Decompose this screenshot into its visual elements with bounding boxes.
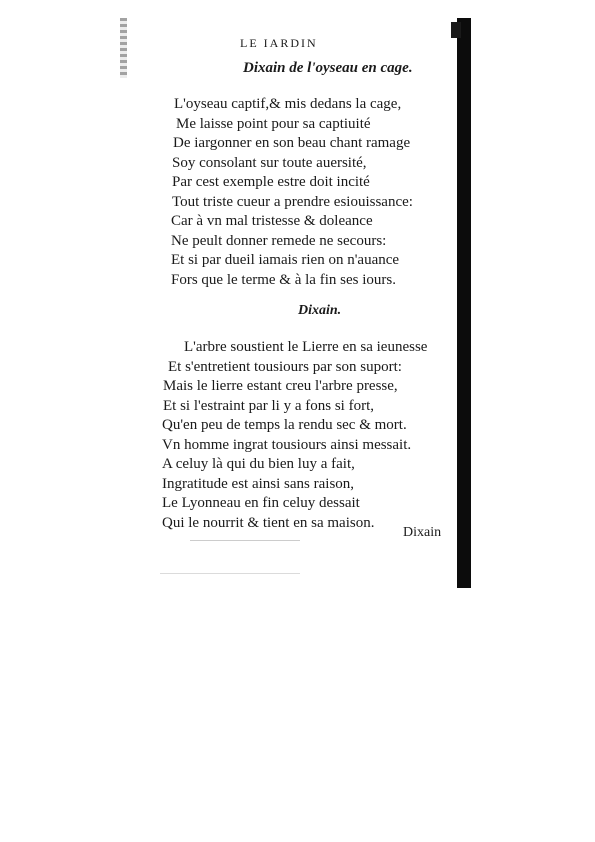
page-edge-notch (451, 22, 461, 38)
running-head: LE IARDIN (240, 36, 318, 50)
verse-line: Et si par dueil iamais rien on n'auance (171, 252, 400, 268)
verse-line: Car à vn mal tristesse & doleance (171, 213, 373, 229)
poem-title: Dixain de l'oyseau en cage. (243, 60, 413, 76)
verse-line: Le Lyonneau en fin celuy dessait (162, 495, 360, 511)
verse-line: Par cest exemple estre doit incité (172, 174, 370, 190)
verse-line: L'oyseau captif,& mis dedans la cage, (174, 96, 402, 112)
verse-line: Tout triste cueur a prendre esiouissance: (172, 193, 413, 210)
verse-line: De iargonner en son beau chant ramage (173, 135, 411, 151)
verse-line: Me laisse point pour sa captiuité (176, 115, 371, 132)
binding-edge (120, 18, 127, 78)
poem-2 (162, 338, 427, 533)
catchword: Dixain (403, 525, 442, 540)
poem-subtitle: Dixain. (298, 303, 342, 318)
verse-line: A celuy là qui du bien luy a fait, (162, 456, 355, 472)
page-edge-shadow (457, 18, 471, 588)
verse-line: Et s'entretient tousiours par son suport: (168, 358, 402, 375)
verse-line: L'arbre soustient le Lierre en sa ieunesse (184, 339, 428, 355)
verse-line: Vn homme ingrat tousiours ainsi messait. (162, 436, 412, 453)
verse-line: Fors que le terme & à la fin ses iours. (171, 271, 396, 288)
verse-line: Et si l'estraint par li y a fons si fort, (163, 397, 374, 414)
verse-line: Qui le nourrit & tient en sa maison. (162, 514, 375, 531)
poem-1 (162, 95, 413, 290)
bleed-through-mark (160, 573, 300, 574)
verse-line: Ne peult donner remede ne secours: (171, 232, 387, 249)
bleed-through-mark (190, 540, 300, 541)
verse-line: Qu'en peu de temps la rendu sec & mort. (162, 417, 407, 433)
verse-line: Soy consolant sur toute auersité, (172, 154, 367, 171)
verse-line: Ingratitude est ainsi sans raison, (162, 475, 355, 492)
verse-line: Mais le lierre estant creu l'arbre presse, (163, 378, 398, 394)
